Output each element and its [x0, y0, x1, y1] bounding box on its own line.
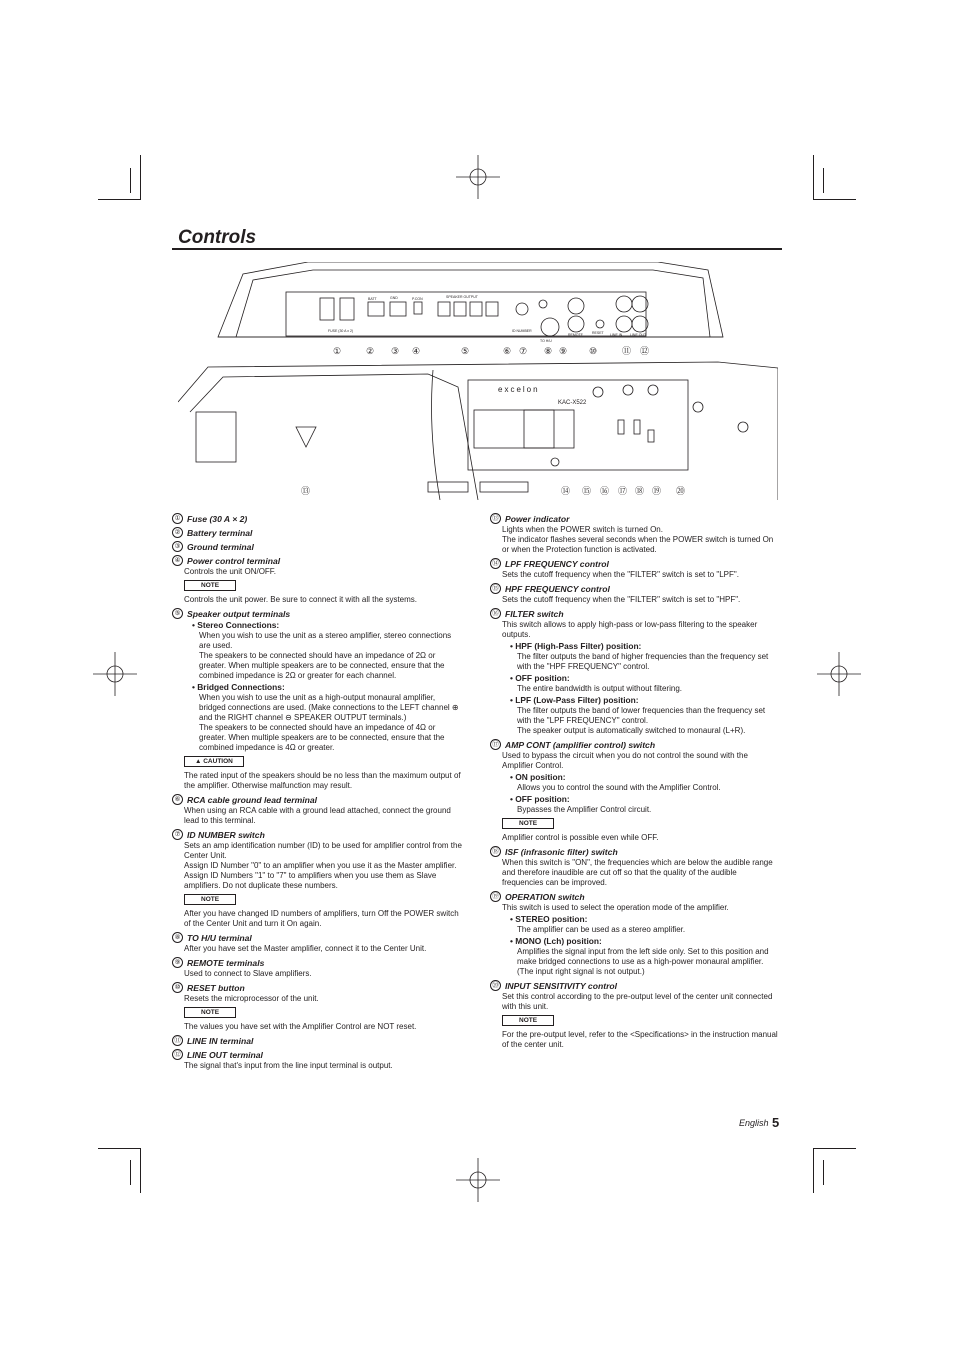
item-fuse: [172, 513, 462, 524]
item-title: ISF (infrasonic filter) switch: [505, 846, 618, 857]
item-number: ③: [172, 541, 183, 552]
item-text: Resets the microprocessor of the unit.: [184, 994, 319, 1003]
note-label: NOTE: [184, 1007, 236, 1018]
subheading: • ON position:: [510, 772, 566, 782]
item-number: ⑱: [490, 846, 501, 857]
item-text: When this switch is "ON", the frequencies which are below the audible range and therefore inaudible are cut off so that the quality of the audible frequencies can be improved.: [502, 858, 773, 887]
panel-label: LINE IN: [610, 333, 623, 337]
crop-mark: [823, 1160, 824, 1185]
item-to-hu: [172, 932, 462, 954]
item-remote: [172, 957, 462, 979]
item-id-number: [172, 829, 462, 929]
right-column: [490, 513, 780, 1053]
item-ground-terminal: [172, 541, 462, 552]
item-title: Power control terminal: [187, 555, 281, 566]
item-title: LPF FREQUENCY control: [505, 558, 609, 569]
callout: ①: [333, 346, 342, 356]
note-text: Amplifier control is possible even while OFF.: [502, 833, 659, 842]
panel-label: P.CON: [412, 297, 423, 301]
item-battery-terminal: [172, 527, 462, 538]
callout: ⑧: [544, 346, 553, 356]
item-number: ⑨: [172, 957, 183, 968]
crop-mark: [98, 199, 141, 200]
item-number: ④: [172, 555, 183, 566]
callout: ⑫: [640, 346, 650, 356]
item-line-in: [172, 1035, 462, 1046]
crop-mark: [813, 155, 814, 200]
callout: ⑬: [301, 486, 311, 496]
panel-label: SPEAKER OUTPUT: [446, 295, 478, 299]
crop-mark: [823, 168, 824, 193]
registration-mark-icon: [456, 155, 500, 199]
subheading: • STEREO position:: [510, 914, 588, 924]
item-text: The speakers to be connected should have an impedance of 4Ω or greater. When multiple speakers are to be connected, ensure that the combined impedance is 4Ω or greater.: [199, 723, 445, 752]
item-title: OPERATION switch: [505, 891, 585, 902]
note-text: After you have changed ID numbers of amplifiers, turn Off the POWER switch of the Center Unit and turn it On again.: [184, 909, 459, 928]
item-number: ⑲: [490, 891, 501, 902]
callout: ⑮: [582, 486, 592, 496]
caution-label: ▲ CAUTION: [184, 756, 244, 767]
note-text: Controls the unit power. Be sure to connect it with all the systems.: [184, 595, 417, 604]
page-title: Controls: [178, 227, 257, 248]
callout: ⑰: [618, 486, 628, 496]
crop-mark: [130, 1160, 131, 1185]
item-text: The speaker output is automatically switched to monaural (L+R).: [517, 726, 746, 735]
item-title: Speaker output terminals: [187, 608, 291, 619]
item-number: ⑭: [490, 558, 501, 569]
item-title: LINE OUT terminal: [187, 1049, 263, 1060]
subheading: • OFF position:: [510, 794, 570, 804]
item-power-indicator: [490, 513, 780, 555]
item-rca-ground: [172, 794, 462, 826]
panel-label: GND: [390, 296, 398, 300]
callout: ③: [391, 346, 400, 356]
registration-mark-icon: [456, 1158, 500, 1202]
item-title: INPUT SENSITIVITY control: [505, 980, 618, 991]
callout: ⑯: [600, 486, 610, 496]
panel-label: BATT: [368, 297, 377, 301]
subheading: • Stereo Connections:: [192, 620, 280, 630]
crop-mark: [140, 155, 141, 200]
item-text: When you wish to use the unit as a high-output monaural amplifier, bridged connections are used. (Make connections to the LEFT channel ⊕ and the RIGHT channel ⊖ SPEAKER OUTPUT terminals.): [199, 693, 459, 722]
item-number: ⑯: [490, 608, 501, 619]
note-text: For the pre-output level, refer to the <Specifications> in the instruction manual of the center unit.: [502, 1030, 778, 1049]
item-text: Allows you to control the sound with the Amplifier Control.: [517, 783, 721, 792]
panel-label: LINE OUT: [630, 333, 647, 337]
callout: ⑦: [519, 346, 528, 356]
item-reset: [172, 982, 462, 1032]
caution-text: The rated input of the speakers should be no less than the maximum output of the amplifier. Otherwise malfunction may result.: [184, 771, 461, 790]
item-title: Ground terminal: [187, 541, 254, 552]
item-text: Controls the unit ON/OFF.: [184, 567, 277, 576]
item-number: ⑧: [172, 932, 183, 943]
item-text: Set this control according to the pre-output level of the center unit connected with this unit.: [502, 992, 773, 1011]
item-power-control-terminal: [172, 555, 462, 605]
callout: ④: [412, 346, 421, 356]
item-text: After you have set the Master amplifier, connect it to the Center Unit.: [184, 944, 427, 953]
item-number: ⑦: [172, 829, 183, 840]
subheading: • Bridged Connections:: [192, 682, 285, 692]
callout: ⑪: [622, 346, 632, 356]
item-text: The speakers to be connected should have an impedance of 2Ω or greater. When multiple speakers are to be connected, ensure that the combined impedance is 2Ω or greater for each channel.: [199, 651, 445, 680]
item-number: ⑥: [172, 794, 183, 805]
title-rule: [172, 248, 782, 250]
callout: ⑲: [652, 486, 662, 496]
note-label: NOTE: [502, 818, 554, 829]
item-text: The amplifier can be used as a stereo amplifier.: [517, 925, 686, 934]
item-title: Battery terminal: [187, 527, 253, 538]
crop-mark: [140, 1148, 141, 1193]
item-number: ⑬: [490, 513, 501, 524]
item-text: The entire bandwidth is output without filtering.: [517, 684, 682, 693]
item-text: Used to connect to Slave amplifiers.: [184, 969, 312, 978]
registration-mark-icon: [93, 652, 137, 696]
callout: ⑱: [635, 486, 645, 496]
panel-label: FUSE (30 A x 2): [328, 329, 354, 333]
crop-mark: [813, 199, 856, 200]
item-title: LINE IN terminal: [187, 1035, 254, 1046]
item-title: REMOTE terminals: [187, 957, 265, 968]
item-input-sensitivity: [490, 980, 780, 1050]
item-isf-switch: [490, 846, 780, 888]
note-label: NOTE: [502, 1015, 554, 1026]
item-text: The signal that's input from the line input terminal is output.: [184, 1061, 393, 1070]
item-operation-switch: [490, 891, 780, 977]
item-title: HPF FREQUENCY control: [505, 583, 610, 594]
item-number: ①: [172, 513, 183, 524]
crop-mark: [98, 1148, 141, 1149]
callout: ⑩: [589, 346, 598, 356]
page-number: 5: [772, 1115, 780, 1130]
item-title: ID NUMBER switch: [187, 829, 265, 840]
panel-label: REMOTE: [568, 333, 583, 337]
item-speaker-output: [172, 608, 462, 791]
item-number: ⑮: [490, 583, 501, 594]
item-number: ⑫: [172, 1049, 183, 1060]
panel-label: RESET: [592, 331, 604, 335]
item-title: AMP CONT (amplifier control) switch: [505, 739, 656, 750]
amplifier-diagram: [178, 262, 778, 500]
registration-mark-icon: [817, 652, 861, 696]
item-title: Power indicator: [505, 513, 570, 524]
brand-logo: excelon: [498, 385, 540, 394]
item-text: Amplifies the signal input from the left side only. Set to this position and make bridged connections to use as a high-power monaural amplifier. (The input right signal is not output.): [517, 947, 769, 976]
callout: ⑳: [676, 486, 686, 496]
item-text: Sets the cutoff frequency when the "FILTER" switch is set to "LPF".: [502, 570, 739, 579]
item-text: This switch allows to apply high-pass or low-pass filtering to the speaker outputs.: [502, 620, 758, 639]
item-number: ⑳: [490, 980, 501, 991]
callout: ⑨: [559, 346, 568, 356]
item-title: TO H/U terminal: [187, 932, 252, 943]
crop-mark: [813, 1148, 856, 1149]
crop-mark: [130, 168, 131, 193]
crop-mark: [813, 1148, 814, 1193]
item-text: When using an RCA cable with a ground lead attached, connect the ground lead to this terminal.: [184, 806, 451, 825]
item-text: When you wish to use the unit as a stereo amplifier, stereo connections are used.: [199, 631, 452, 650]
callout: ⑤: [461, 346, 470, 356]
item-hpf-frequency: [490, 583, 780, 605]
callout: ②: [366, 346, 375, 356]
item-title: Fuse (30 A × 2): [187, 513, 248, 524]
callout: ⑥: [503, 346, 512, 356]
item-title: RESET button: [187, 982, 245, 993]
note-label: NOTE: [184, 580, 236, 591]
left-column: [172, 513, 462, 1074]
item-text: Bypasses the Amplifier Control circuit.: [517, 805, 652, 814]
item-text: This switch is used to select the operation mode of the amplifier.: [502, 903, 729, 912]
item-text: Sets the cutoff frequency when the "FILTER" switch is set to "HPF".: [502, 595, 741, 604]
item-text: The filter outputs the band of lower frequencies than the frequency set with the "LPF FREQUENCY" control.: [517, 706, 766, 725]
item-text: Lights when the POWER switch is turned On.: [502, 525, 663, 534]
subheading: • HPF (High-Pass Filter) position:: [510, 641, 642, 651]
callout: ⑭: [561, 486, 571, 496]
item-amp-cont: [490, 739, 780, 843]
item-text: Used to bypass the circuit when you do not control the sound with the Amplifier Control.: [502, 751, 748, 770]
model-label: KAC-X522: [558, 400, 587, 406]
subheading: • OFF position:: [510, 673, 570, 683]
note-text: The values you have set with the Amplifier Control are NOT reset.: [184, 1022, 417, 1031]
item-text: Assign ID Number "0" to an amplifier when you use it as the Master amplifier. Assign ID Numbers "1" to "7" to amplifiers when you use them as Slave amplifiers. Do not duplicate these numbers.: [184, 861, 457, 890]
item-number: ②: [172, 527, 183, 538]
item-title: RCA cable ground lead terminal: [187, 794, 318, 805]
item-title: FILTER switch: [505, 608, 564, 619]
item-text: The filter outputs the band of higher frequencies than the frequency set with the "HPF FREQUENCY" control.: [517, 652, 769, 671]
item-line-out: [172, 1049, 462, 1071]
panel-label: TO H/U: [540, 339, 552, 343]
footer-language: English: [739, 1118, 769, 1128]
item-number: ⑪: [172, 1035, 183, 1046]
item-number: ⑤: [172, 608, 183, 619]
item-number: ⑰: [490, 739, 501, 750]
item-text: Sets an amp identification number (ID) to be used for amplifier control from the Center Unit.: [184, 841, 462, 860]
item-number: ⑩: [172, 982, 183, 993]
panel-label: ID NUMBER: [512, 329, 532, 333]
subheading: • MONO (Lch) position:: [510, 936, 602, 946]
subheading: • LPF (Low-Pass Filter) position:: [510, 695, 639, 705]
item-lpf-frequency: [490, 558, 780, 580]
item-filter-switch: [490, 608, 780, 736]
note-label: NOTE: [184, 894, 236, 905]
item-text: The indicator flashes several seconds when the POWER switch is turned On or when the Protection function is activated.: [502, 535, 774, 554]
